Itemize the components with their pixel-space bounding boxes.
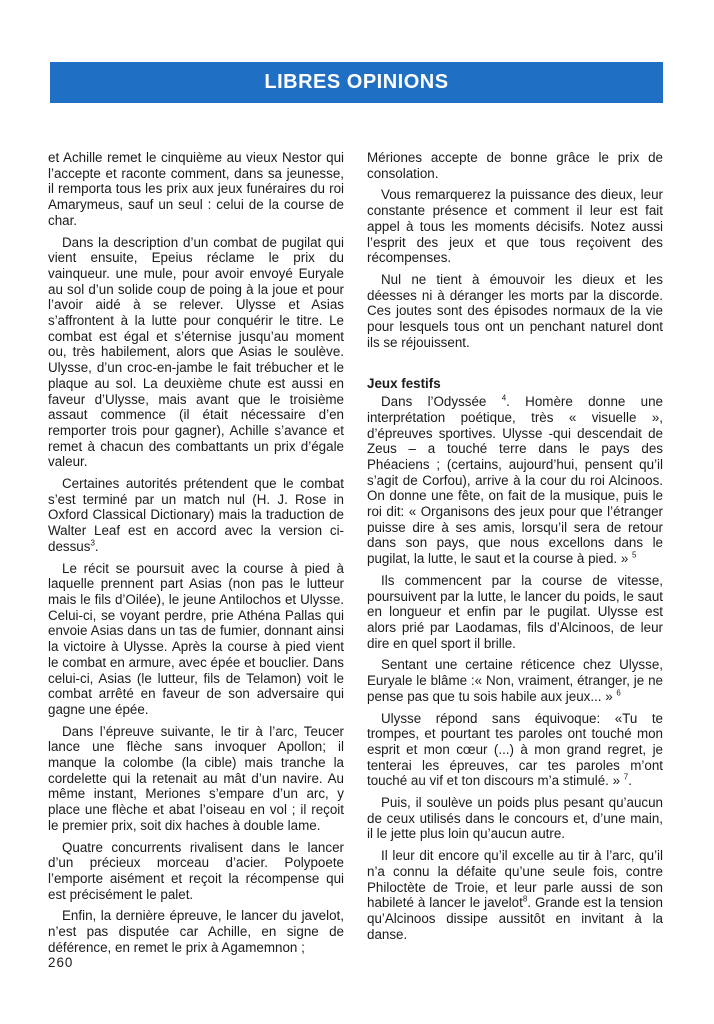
paragraph: Certaines autorités prétendent que le combat s’est terminé par un match nul (H. J. Rose in Oxford Classical Dictionary) mais la traduction de Walter Leaf est en accord avec la version ci-dessus$^3$. — [48, 476, 344, 554]
paragraph: Vous remarquerez la puissance des dieux, leur constante présence et comment il leur est fait appel à tous les moments décisifs. Notez aussi l’esprit des jeux et que tous reçoivent des récompenses. — [367, 187, 663, 266]
footnote-ref: 5 — [632, 550, 637, 560]
paragraph: Il leur dit encore qu’il excelle au tir à l’arc, qu’il n’a connu la défaite qu’une seule fois, contre Philoctète de Troie, et leur parle aussi de son habileté à lancer le javelot$^8$. Grande est la tension qu’Alcinoos dissipe aussitôt en invitant à la danse. — [367, 848, 663, 942]
page-number: 260 — [48, 955, 74, 970]
header-banner — [50, 62, 663, 103]
paragraph: Enfin, la dernière épreuve, le lancer du javelot, n’est pas disputée car Achille, en signe de déférence, en remet le prix à Agamemnon ; — [48, 908, 344, 955]
paragraph: Ils commencent par la course de vitesse, poursuivent par la lutte, le lancer du poids, le saut en longueur et enfin par le pugilat. Ulysse est alors prié par Laodamas, fils d’Alcinoos, de leur dire en quel sport il brille. — [367, 572, 663, 651]
footnote-ref: 3 — [90, 538, 95, 548]
footnote-ref: 7 — [623, 772, 629, 782]
paragraph: Mériones accepte de bonne grâce le prix de consolation. — [367, 150, 663, 181]
paragraph: et Achille remet le cinquième au vieux Nestor qui l’accepte et raconte comment, dans sa jeunesse, il remporta tous les prix aux jeux funéraires du roi Amarymeus, sauf un seul : celui de la course de char. — [48, 150, 344, 228]
paragraph: Dans l’épreuve suivante, le tir à l’arc, Teucer lance une flèche sans invoquer Apollon; il manque la colombe (la cible) mais tranche la cordelette qui la retenait au mât d’un navire. Au même instant, Meriones s’empare d’un arc, y place une flèche et abat l’oiseau en vol ; il reçoit le premier prix, soit dix haches à double lame. — [48, 723, 344, 833]
left-column — [48, 150, 344, 961]
paragraph: Le récit se poursuit avec la course à pied à laquelle prennent part Asias (non pas le lutteur mais le fils d’Oilée), le jeune Antilochos et Ulysse. Celui-ci, se voyant perdre, prie Athéna Pallas qui envoie Asias dans un tas de fumier, donnant ainsi la victoire à Ulysse. Après la course à pied vient le combat en armure, avec épée et bouclier. Dans celui-ci, Asias (le lutteur, fils de Telamon) voit le combat arrêté en faveur de son adversaire qui gagne une épée. — [48, 560, 344, 717]
paragraph: Quatre concurrents rivalisent dans le lancer d’un précieux morceau d’acier. Polypoete l’emporte aisément et reçoit la récompense qui est précisément le palet. — [48, 839, 344, 902]
paragraph: Dans l’Odyssée $^4$. Homère donne une interprétation poétique, très « visuelle », d’épreuves sportives. Ulysse -qui descendait de Zeus – a touché terre dans le pays des Phéaciens ; (certains, aujourd’hui, pensent qu’il s’agit de Corfou), arrive à la cour du roi Alcinoos. On donne une fête, on fait de la musique, puis le roi dit: « Organisons des jeux pour que l’étranger puisse dire à ses amis, lorsqu’il sera de retour dans son pays, que nous excellons dans le pugilat, la lutte, le saut et la course à pied. » $^5$ — [367, 393, 663, 567]
section-heading: Jeux festifs — [367, 376, 441, 392]
paragraph: Dans la description d’un combat de pugilat qui vient ensuite, Epeius réclame le prix du vainqueur. une mule, pour avoir envoyé Euryale au sol d’un solide coup de poing à la joue et pour l’avoir aidé à se relever. Ulysse et Asias s’affrontent à la lutte pour conquérir le titre. Le combat est égal et s’éternise jusqu’au moment ou, très habilement, alors que Asias le soulève. Ulysse, d’un croc-en-jambe le fait trébucher et le plaque au sol. La deuxième chute est aussi en faveur d’Ulysse, mais avant que le troisième assaut commence (il était nécessaire d’en remporter trois pour gagner), Achille s’avance et remet à chacun des combattants un prix d’égale valeur. — [48, 234, 344, 470]
paragraph: Puis, il soulève un poids plus pesant qu’aucun de ceux utilisés dans le concours et, d’une main, il le jette plus loin qu’aucun autre. — [367, 795, 663, 842]
footnote-ref: 4 — [501, 393, 507, 403]
page-title: LIBRES OPINIONS — [264, 71, 449, 93]
paragraph: Ulysse répond sans équivoque: «Tu te trompes, et pourtant tes paroles ont touché mon esprit et mon cœur (...) à mon grand regret, je tenterai les épreuves, car tes paroles m’ont touché au vif et ton discours m’a stimulé. » $^7$. — [367, 710, 663, 789]
footnote-ref: 8 — [522, 894, 528, 904]
right-column — [367, 150, 663, 948]
paragraph: Nul ne tient à émouvoir les dieux et les déesses ni à déranger les morts par la discorde. Ces joutes sont des épisodes normaux de la vie pour lesquels tous ont un penchant naturel dont ils se réjouissent. — [367, 271, 663, 350]
paragraph: Sentant une certaine réticence chez Ulysse, Euryale le blâme :« Non, vraiment, étranger, je ne pense pas que tu sois habile aux jeux... » $^6$ — [367, 657, 663, 704]
footnote-ref: 6 — [616, 688, 621, 698]
